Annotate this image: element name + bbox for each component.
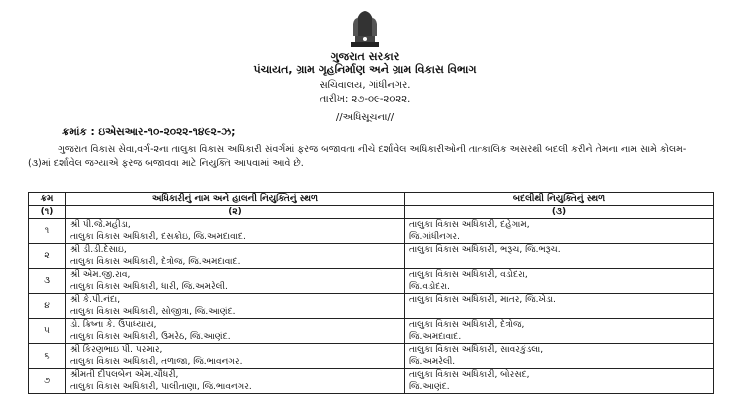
subheader-1: (૧): [29, 206, 66, 219]
row-officer: [66, 319, 405, 344]
state-emblem-icon: [343, 6, 387, 50]
row-serial: ૫: [29, 319, 66, 344]
new-posting-line1: તાલુકા વિકાસ અધિકારી, દહેગામ,: [409, 220, 530, 230]
new-posting-line2: જિ.ગાંધીનગર.: [409, 232, 460, 242]
table-subheader-row: [29, 206, 714, 219]
transfer-table: [28, 192, 714, 394]
new-posting-line2: જિ.વડોદરા.: [409, 282, 450, 292]
row-serial: ૬: [29, 344, 66, 369]
table-row: [29, 269, 714, 294]
header-serial: ક્રમ: [29, 193, 66, 206]
row-serial: ૨: [29, 244, 66, 269]
row-new-posting: [405, 219, 714, 244]
row-serial: ૭: [29, 369, 66, 394]
officer-name: શ્રી કે.પી.નંદા,: [70, 295, 121, 305]
new-posting-line1: તાલુકા વિકાસ અધિકારી, વડોદરા,: [409, 270, 528, 280]
officer-name: શ્રી પી.જે.મહીડા,: [70, 220, 131, 230]
header-new-posting: બદલીથી નિયુક્તિનું સ્થળ: [405, 193, 714, 206]
current-posting: તાલુકા વિકાસ અધિકારી, દેત્રોજ, જિ.અમદાવાદ.: [70, 257, 241, 267]
row-officer: [66, 369, 405, 394]
subheader-2: (૨): [66, 206, 405, 219]
header-officer: અધિકારીનું નામ અને હાલની નિયુક્તિનું સ્થળ: [66, 193, 405, 206]
row-new-posting: [405, 319, 714, 344]
government-name: ગુજરાત સરકાર: [330, 50, 400, 63]
document-date: તારીખ: ૨૭-૦૯-૨૦૨૨.: [319, 94, 411, 105]
table-header-row: [29, 193, 714, 206]
row-officer: [66, 344, 405, 369]
new-posting-line1: તાલુકા વિકાસ અધિકારી, ભરૂચ, જિ.ભરૂચ.: [409, 245, 561, 255]
current-posting: તાલુકા વિકાસ અધિકારી, પાલીતાણા, જિ.ભાવનગર.: [70, 382, 252, 392]
row-officer: [66, 244, 405, 269]
table-row: [29, 244, 714, 269]
new-posting-line1: તાલુકા વિકાસ અધિકારી, બોરસદ,: [409, 370, 530, 380]
row-new-posting: [405, 294, 714, 319]
officer-name: શ્રીમતી દીપલબેન એમ.ચૌધરી,: [70, 370, 179, 380]
new-posting-line1: તાલુકા વિકાસ અધિકારી, સાવરકુંડલા,: [409, 345, 544, 355]
row-serial: ૩: [29, 269, 66, 294]
row-serial: ૪: [29, 294, 66, 319]
row-new-posting: [405, 369, 714, 394]
current-posting: તાલુકા વિકાસ અધિકારી, દસક્રોઇ, જિ.અમદાવાદ.: [70, 232, 246, 242]
new-posting-line2: જિ.અમરેલી.: [409, 357, 456, 367]
new-posting-line1: તાલુકા વિકાસ અધિકારી, માતર, જિ.ખેડા.: [409, 295, 556, 305]
current-posting: તાલુકા વિકાસ અધિકારી, તળાજા, જિ.ભાવનગર.: [70, 357, 243, 367]
table-row: [29, 219, 714, 244]
row-officer: [66, 219, 405, 244]
current-posting: તાલુકા વિકાસ અધિકારી, ઉમરેઠ, જિ.આણંદ.: [70, 332, 231, 342]
row-new-posting: [405, 244, 714, 269]
subheader-3: (૩): [405, 206, 714, 219]
table-row: [29, 319, 714, 344]
row-new-posting: [405, 344, 714, 369]
row-officer: [66, 269, 405, 294]
new-posting-line2: જિ.અમદાવાદ.: [409, 332, 462, 342]
current-posting: તાલુકા વિકાસ અધિકારી, સોજીત્રા, જિ.આણંદ.: [70, 307, 236, 317]
department-name: પંચાયત, ગ્રામ ગૃહનિર્માણ અને ગ્રામ વિકાસ વિભાગ: [253, 63, 477, 76]
new-posting-line1: તાલુકા વિકાસ અધિકારી, દેત્રોજ,: [409, 320, 525, 330]
table-row: [29, 344, 714, 369]
officer-name: ડો. ક્રિષ્ના કે. ઉપાધ્યાય,: [70, 320, 157, 330]
table-row: [29, 294, 714, 319]
row-serial: ૧: [29, 219, 66, 244]
order-number: ક્રમાંક : ઇએસઆર-૧૦-૨૦૨૨-૧૪૯૨-ઝ;: [62, 126, 236, 138]
current-posting: તાલુકા વિકાસ અધિકારી, ધારી, જિ.અમરેલી.: [70, 282, 228, 292]
row-new-posting: [405, 269, 714, 294]
order-body-text: ગુજરાત વિકાસ સેવા,વર્ગ-૨ના તાલુકા વિકાસ અધિકારી સંવર્ગમાં ફરજ બજાવતા નીચે દર્શાવેલ અધિકારીઓની તાત્કાલિક અસરથી બદલી કરીને તેમના નામ સામે કોલમ-(૩)માં દર્શાવેલ જગ્યાએ ફરજ બજાવવા માટે નિયુક્તિ આપવામાં આવે છે.: [28, 144, 687, 169]
officer-name: શ્રી ડી.ડી.દેસાઇ,: [70, 245, 127, 255]
table-row: [29, 369, 714, 394]
row-officer: [66, 294, 405, 319]
officer-name: શ્રી એમ.જી.રાવ,: [70, 270, 131, 280]
new-posting-line2: જિ.આણંદ.: [409, 382, 450, 392]
office-location: સચિવાલય, ગાંધીનગર.: [319, 80, 411, 91]
officer-name: શ્રી કિરણભાઇ પી. પરમાર,: [70, 345, 163, 355]
notice-title: //અધિસૂચના//: [335, 112, 395, 123]
